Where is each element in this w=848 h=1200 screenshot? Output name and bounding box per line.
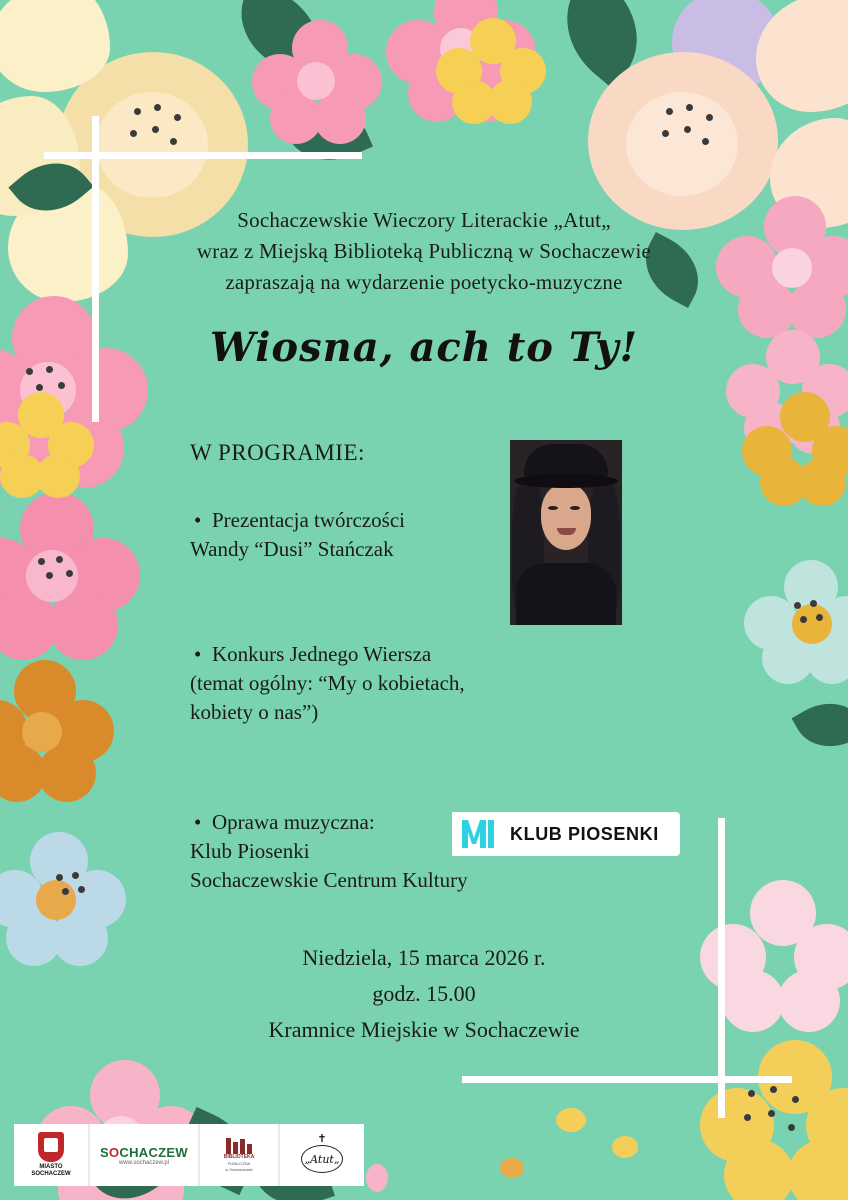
program-item-1-bullet: • Prezentacja twórczości [190,506,510,535]
event-details [0,940,848,1048]
intro-block [0,205,848,298]
intro-line-2: wraz z Miejską Biblioteką Publiczną w Sochaczewie [196,239,652,263]
sochaczew-word-o: O [109,1144,120,1160]
atut-label: „Atut„ [301,1145,343,1173]
klub-piosenki-logo [452,812,680,856]
sochaczew-word-after: CHACZEW [119,1144,188,1160]
program-item-1-line-2: Wandy “Dusi” Stańczak [190,537,394,561]
program-item-2-line-3: kobiety o nas”) [190,700,319,724]
author-portrait-photo [510,440,622,625]
klub-piosenki-label: KLUB PIOSENKI [510,823,659,844]
sochaczew-wordmark-text [100,1145,188,1160]
library-line-2: PUBLICZNA [227,1160,251,1166]
intro-line-3: zapraszają na wydarzenie poetycko-muzyczne [225,270,623,294]
program-item-2-line-2: (temat ogólny: “My o kobietach, [190,671,465,695]
program-item-2-bullet: • Konkurs Jednego Wiersza [190,640,550,669]
portrait-eye-right [570,506,580,510]
quill-icon: ✝ [317,1133,327,1145]
event-time: godz. 15.00 [372,981,476,1006]
event-venue: Kramnice Miejskie w Sochaczewie [268,1017,580,1042]
program-item-3-bullet: • Oprawa muzyczna: [190,808,570,837]
klub-piosenki-mark-icon [452,812,510,856]
coat-of-arms-icon [38,1132,64,1162]
program-item-1 [190,506,510,564]
program-item-2 [190,640,550,727]
intro-line-1: Sochaczewskie Wieczory Literackie „Atut„ [237,208,611,232]
library-books-icon [226,1138,252,1154]
portrait-face [541,484,591,550]
event-title: Wiosna, ach to Ty! [210,324,638,371]
program-heading: W PROGRAMIE: [190,440,365,465]
program-item-3-line-3: Sochaczewskie Centrum Kultury [190,868,468,892]
library-line-3: w Sochaczewie [225,1166,253,1172]
library-line-1: BIBLIOTEKA [223,1153,255,1160]
logo-public-library [198,1124,278,1186]
event-date: Niedziela, 15 marca 2026 r. [302,945,546,970]
footer-logo-strip [14,1124,364,1186]
portrait-torso [516,563,616,625]
coat-label-line-1: MIASTO [39,1164,63,1170]
coat-label-line-2: SOCHACZEW [31,1171,71,1177]
logo-atut [278,1124,364,1186]
portrait-hat-brim [514,474,618,488]
sochaczew-website: www.sochaczew.pl [118,1159,170,1166]
portrait-eye-left [548,506,558,510]
logo-city-coat-of-arms [14,1124,88,1186]
logo-sochaczew-wordmark [88,1124,198,1186]
program-item-3-line-2: Klub Piosenki [190,839,310,863]
sochaczew-word-before: S [100,1144,109,1160]
